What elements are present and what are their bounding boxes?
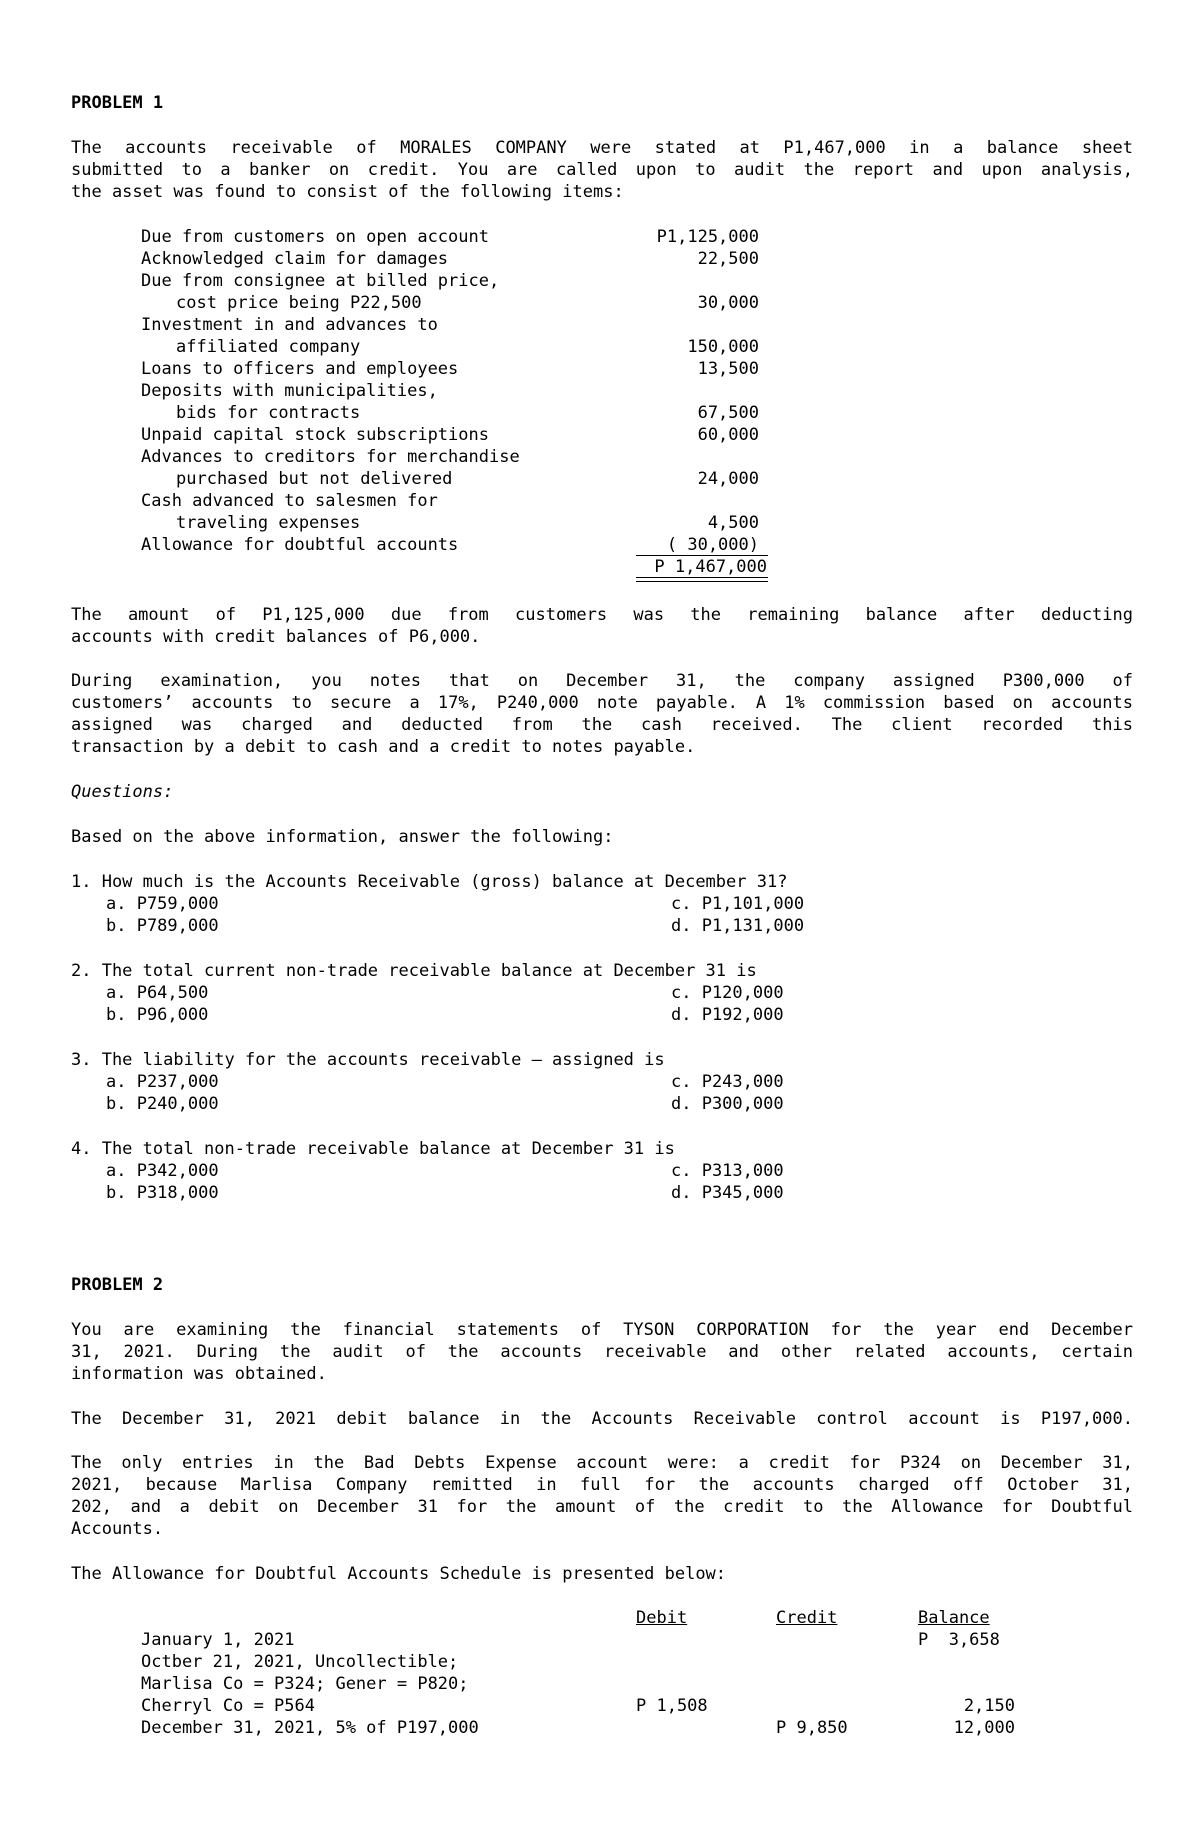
column-header-credit: Credit bbox=[776, 1608, 838, 1628]
choice-c: c. P313,000 bbox=[671, 1161, 784, 1181]
p2-para3-line-1: The only entries in the Bad Debts Expense account were: a credit for P324 on December 31, bbox=[71, 1453, 1133, 1473]
choice-d: d. P300,000 bbox=[671, 1094, 784, 1114]
items-total: P 1,467,000 bbox=[654, 557, 767, 577]
p1-para3-line-1: During examination, you notes that on December 31, the company assigned P300,000 of bbox=[71, 671, 1133, 691]
schedule-row-credit: P 9,850 bbox=[776, 1718, 848, 1738]
item-label: traveling expenses bbox=[176, 513, 361, 533]
schedule-row-balance: P 3,658 bbox=[918, 1630, 1000, 1650]
choice-a: a. P237,000 bbox=[106, 1072, 219, 1092]
item-label: cost price being P22,500 bbox=[176, 293, 422, 313]
item-amount: 30,000 bbox=[697, 293, 759, 313]
schedule-intro: The Allowance for Doubtful Accounts Schedule is presented below: bbox=[71, 1564, 727, 1584]
choice-b: b. P789,000 bbox=[106, 916, 219, 936]
based-on-text: Based on the above information, answer the following: bbox=[71, 827, 614, 847]
choice-d: d. P192,000 bbox=[671, 1005, 784, 1025]
questions-label: Questions: bbox=[71, 782, 174, 802]
p2-para2: The December 31, 2021 debit balance in the Accounts Receivable control account is P197,000. bbox=[71, 1409, 1133, 1429]
choice-b: b. P318,000 bbox=[106, 1183, 219, 1203]
total-double-rule-top bbox=[636, 577, 768, 578]
p1-intro-line-3: the asset was found to consist of the following items: bbox=[71, 182, 624, 202]
question-text: 4. The total non-trade receivable balance at December 31 is bbox=[71, 1139, 675, 1159]
p2-para3-line-2: 2021, because Marlisa Company remitted in full for the accounts charged off October 31, bbox=[71, 1475, 1133, 1495]
choice-a: a. P759,000 bbox=[106, 894, 219, 914]
p1-para2-line-2: accounts with credit balances of P6,000. bbox=[71, 627, 481, 647]
schedule-row-label: January 1, 2021 bbox=[141, 1630, 295, 1650]
item-label: bids for contracts bbox=[176, 403, 361, 423]
choice-a: a. P64,500 bbox=[106, 983, 209, 1003]
schedule-row-label: Cherryl Co = P564 bbox=[141, 1696, 315, 1716]
item-amount: 67,500 bbox=[697, 403, 759, 423]
item-amount: 4,500 bbox=[707, 513, 759, 533]
choice-c: c. P243,000 bbox=[671, 1072, 784, 1092]
column-header-debit: Debit bbox=[636, 1608, 688, 1628]
p2-para3-line-4: Accounts. bbox=[71, 1519, 164, 1539]
item-label: Deposits with municipalities, bbox=[141, 381, 438, 401]
problem-1-heading: PROBLEM 1 bbox=[71, 93, 164, 113]
question-text: 3. The liability for the accounts receivable – assigned is bbox=[71, 1050, 665, 1070]
p1-intro-line-2: submitted to a banker on credit. You are called upon to audit the report and upon analysis, bbox=[71, 160, 1133, 180]
item-amount: 13,500 bbox=[697, 359, 759, 379]
item-label: Due from customers on open account bbox=[141, 227, 489, 247]
p2-para1-line-3: information was obtained. bbox=[71, 1364, 327, 1384]
p1-para2-line-1: The amount of P1,125,000 due from customers was the remaining balance after deducting bbox=[71, 605, 1133, 625]
item-label: Due from consignee at billed price, bbox=[141, 271, 500, 291]
item-label: Investment in and advances to bbox=[141, 315, 438, 335]
schedule-row-balance: 2,150 bbox=[963, 1696, 1015, 1716]
choice-c: c. P120,000 bbox=[671, 983, 784, 1003]
item-label: Advances to creditors for merchandise bbox=[141, 447, 520, 467]
schedule-row-label: December 31, 2021, 5% of P197,000 bbox=[141, 1718, 479, 1738]
schedule-row-debit: P 1,508 bbox=[636, 1696, 708, 1716]
item-label: purchased but not delivered bbox=[176, 469, 453, 489]
question-text: 2. The total current non-trade receivable balance at December 31 is bbox=[71, 961, 757, 981]
schedule-row-balance: 12,000 bbox=[953, 1718, 1015, 1738]
item-amount: 60,000 bbox=[697, 425, 759, 445]
question-text: 1. How much is the Accounts Receivable (gross) balance at December 31? bbox=[71, 872, 788, 892]
item-amount: P1,125,000 bbox=[656, 227, 759, 247]
p1-para3-line-3: assigned was charged and deducted from the cash received. The client recorded this bbox=[71, 715, 1133, 735]
item-amount: 24,000 bbox=[697, 469, 759, 489]
schedule-row-label: Octber 21, 2021, Uncollectible; bbox=[141, 1652, 459, 1672]
p1-intro-line-1: The accounts receivable of MORALES COMPANY were stated at P1,467,000 in a balance sheet bbox=[71, 138, 1133, 158]
item-amount: ( 30,000) bbox=[666, 535, 759, 555]
p1-para3-line-2: customers’ accounts to secure a 17%, P240,000 note payable. A 1% commission based on accounts bbox=[71, 693, 1133, 713]
p2-para1-line-1: You are examining the financial statements of TYSON CORPORATION for the year end December bbox=[71, 1320, 1133, 1340]
choice-d: d. P1,131,000 bbox=[671, 916, 805, 936]
choice-a: a. P342,000 bbox=[106, 1161, 219, 1181]
item-label: affiliated company bbox=[176, 337, 361, 357]
item-label: Unpaid capital stock subscriptions bbox=[141, 425, 489, 445]
total-double-rule-bottom bbox=[636, 581, 768, 582]
choice-c: c. P1,101,000 bbox=[671, 894, 805, 914]
item-label: Acknowledged claim for damages bbox=[141, 249, 449, 269]
choice-d: d. P345,000 bbox=[671, 1183, 784, 1203]
column-header-balance: Balance bbox=[918, 1608, 990, 1628]
p2-para1-line-2: 31, 2021. During the audit of the accounts receivable and other related accounts, certain bbox=[71, 1342, 1133, 1362]
schedule-row-label: Marlisa Co = P324; Gener = P820; bbox=[141, 1674, 469, 1694]
item-amount: 22,500 bbox=[697, 249, 759, 269]
item-label: Cash advanced to salesmen for bbox=[141, 491, 438, 511]
choice-b: b. P240,000 bbox=[106, 1094, 219, 1114]
p2-para3-line-3: 202, and a debit on December 31 for the amount of the credit to the Allowance for Doubtful bbox=[71, 1497, 1133, 1517]
choice-b: b. P96,000 bbox=[106, 1005, 209, 1025]
problem-2-heading: PROBLEM 2 bbox=[71, 1275, 164, 1295]
p1-para3-line-4: transaction by a debit to cash and a credit to notes payable. bbox=[71, 737, 696, 757]
item-label: Allowance for doubtful accounts bbox=[141, 535, 459, 555]
item-label: Loans to officers and employees bbox=[141, 359, 459, 379]
item-amount: 150,000 bbox=[687, 337, 759, 357]
